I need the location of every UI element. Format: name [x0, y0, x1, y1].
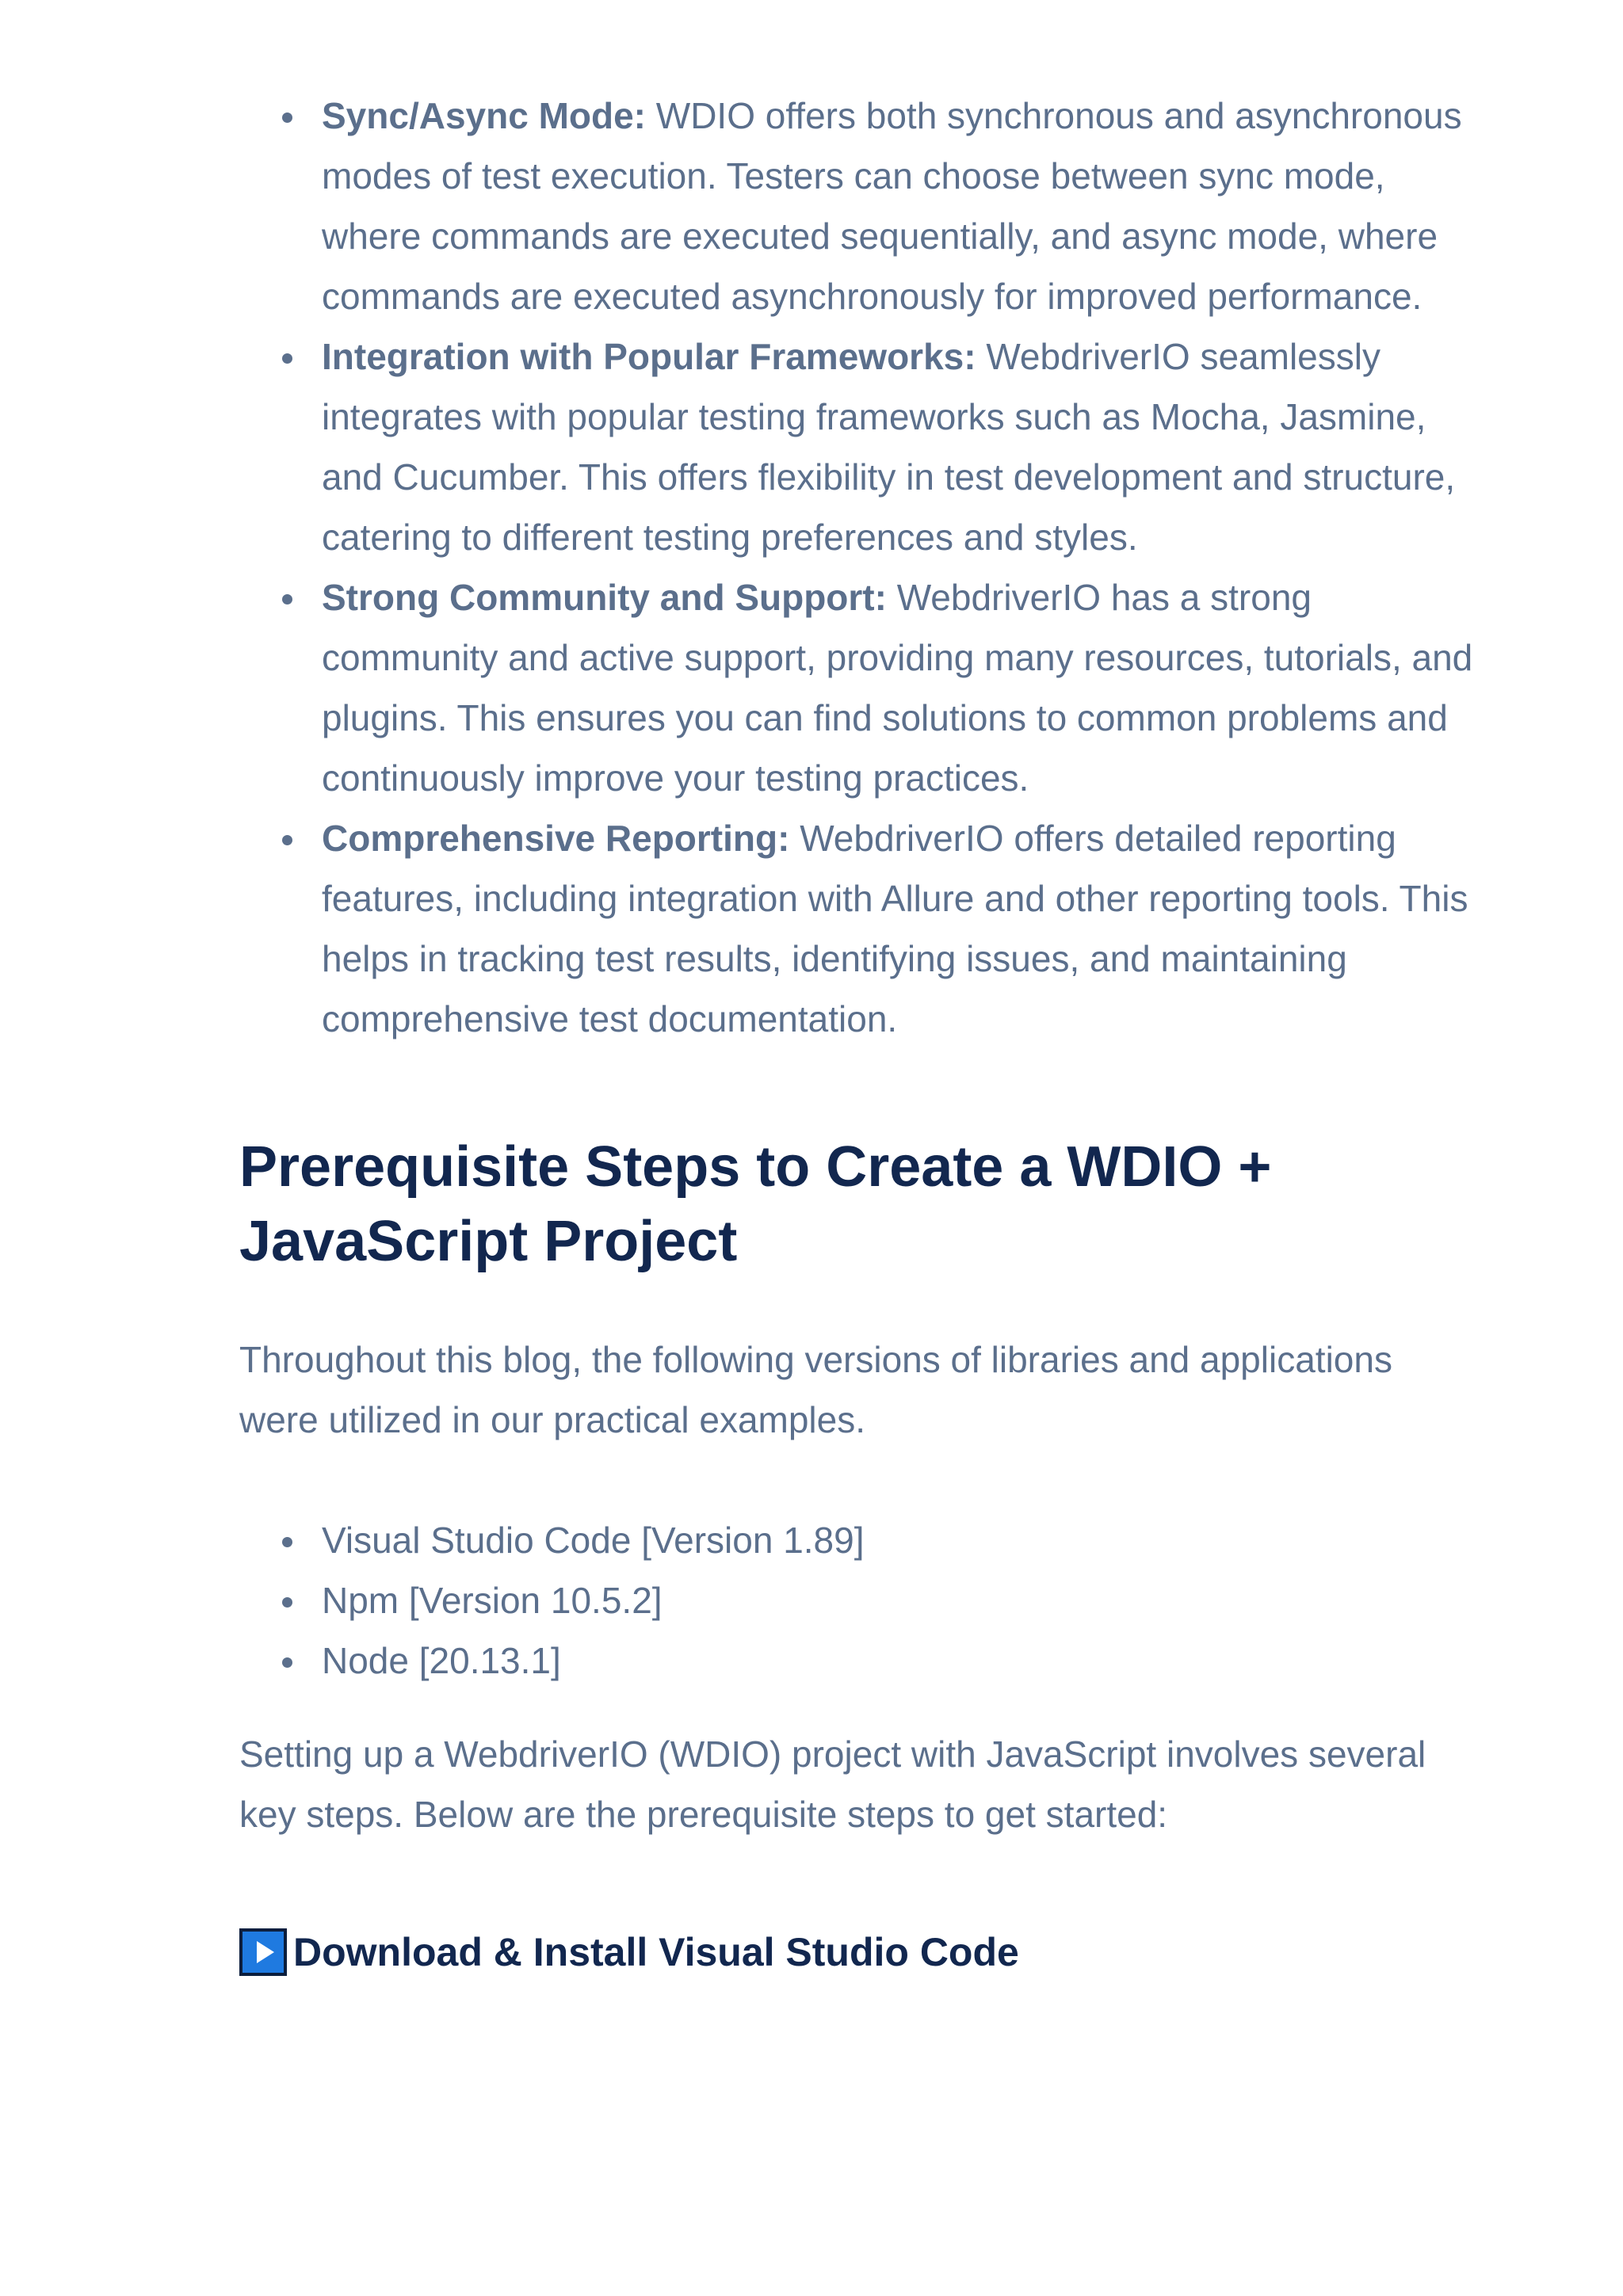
- feature-term: Integration with Popular Frameworks:: [322, 336, 976, 377]
- version-text: Node [20.13.1]: [322, 1640, 561, 1681]
- feature-description: WebdriverIO offers detailed reporting features, including integration with Allure and other reporting tools. This helps in tracking test results, identifying issues, and maintaining comprehensive test documentation.: [322, 818, 1468, 1039]
- article-content: [239, 86, 1476, 1982]
- version-item: [239, 1510, 1476, 1570]
- section-heading: Prerequisite Steps to Create a WDIO + JavaScript Project: [239, 1135, 1272, 1273]
- version-text: Visual Studio Code [Version 1.89]: [322, 1520, 865, 1561]
- version-item: [239, 1570, 1476, 1630]
- step-heading-text: Download & Install Visual Studio Code: [293, 1930, 1019, 1974]
- bullet-icon: [282, 1657, 292, 1668]
- version-list: [239, 1510, 1476, 1691]
- feature-term: Strong Community and Support:: [322, 577, 887, 618]
- feature-description: WebdriverIO seamlessly integrates with popular testing frameworks such as Mocha, Jasmine, and Cucumber. This offers flexibility in test development and structure, catering to different testing preferences and styles.: [322, 336, 1456, 558]
- feature-item: [239, 808, 1476, 1049]
- feature-list: [239, 86, 1476, 1049]
- feature-item: [239, 326, 1476, 567]
- bullet-icon: [282, 594, 292, 605]
- bullet-icon: [282, 113, 292, 123]
- version-text: Npm [Version 10.5.2]: [322, 1580, 663, 1621]
- bullet-icon: [282, 1597, 292, 1608]
- bullet-icon: [282, 353, 292, 364]
- bullet-icon: [282, 1537, 292, 1547]
- feature-term: Sync/Async Mode:: [322, 95, 646, 136]
- feature-item: [239, 86, 1476, 326]
- play-button-icon: [239, 1928, 287, 1976]
- feature-description: WDIO offers both synchronous and asynchronous modes of test execution. Testers can choose between sync mode, where commands are executed sequentially, and async mode, where commands are executed asynchronously for improved performance.: [322, 95, 1462, 317]
- setup-paragraph: Setting up a WebdriverIO (WDIO) project with JavaScript involves several key steps. Below are the prerequisite steps to get started:: [239, 1733, 1426, 1835]
- feature-item: [239, 567, 1476, 808]
- bullet-icon: [282, 835, 292, 845]
- step-heading: [239, 1922, 1476, 1982]
- feature-description: WebdriverIO has a strong community and active support, providing many resources, tutorials, and plugins. This ensures you can find solutions to common problems and continuously improve your testing practices.: [322, 577, 1473, 799]
- version-item: [239, 1630, 1476, 1691]
- intro-paragraph: Throughout this blog, the following versions of libraries and applications were utilized in our practical examples.: [239, 1339, 1392, 1440]
- feature-term: Comprehensive Reporting:: [322, 818, 790, 859]
